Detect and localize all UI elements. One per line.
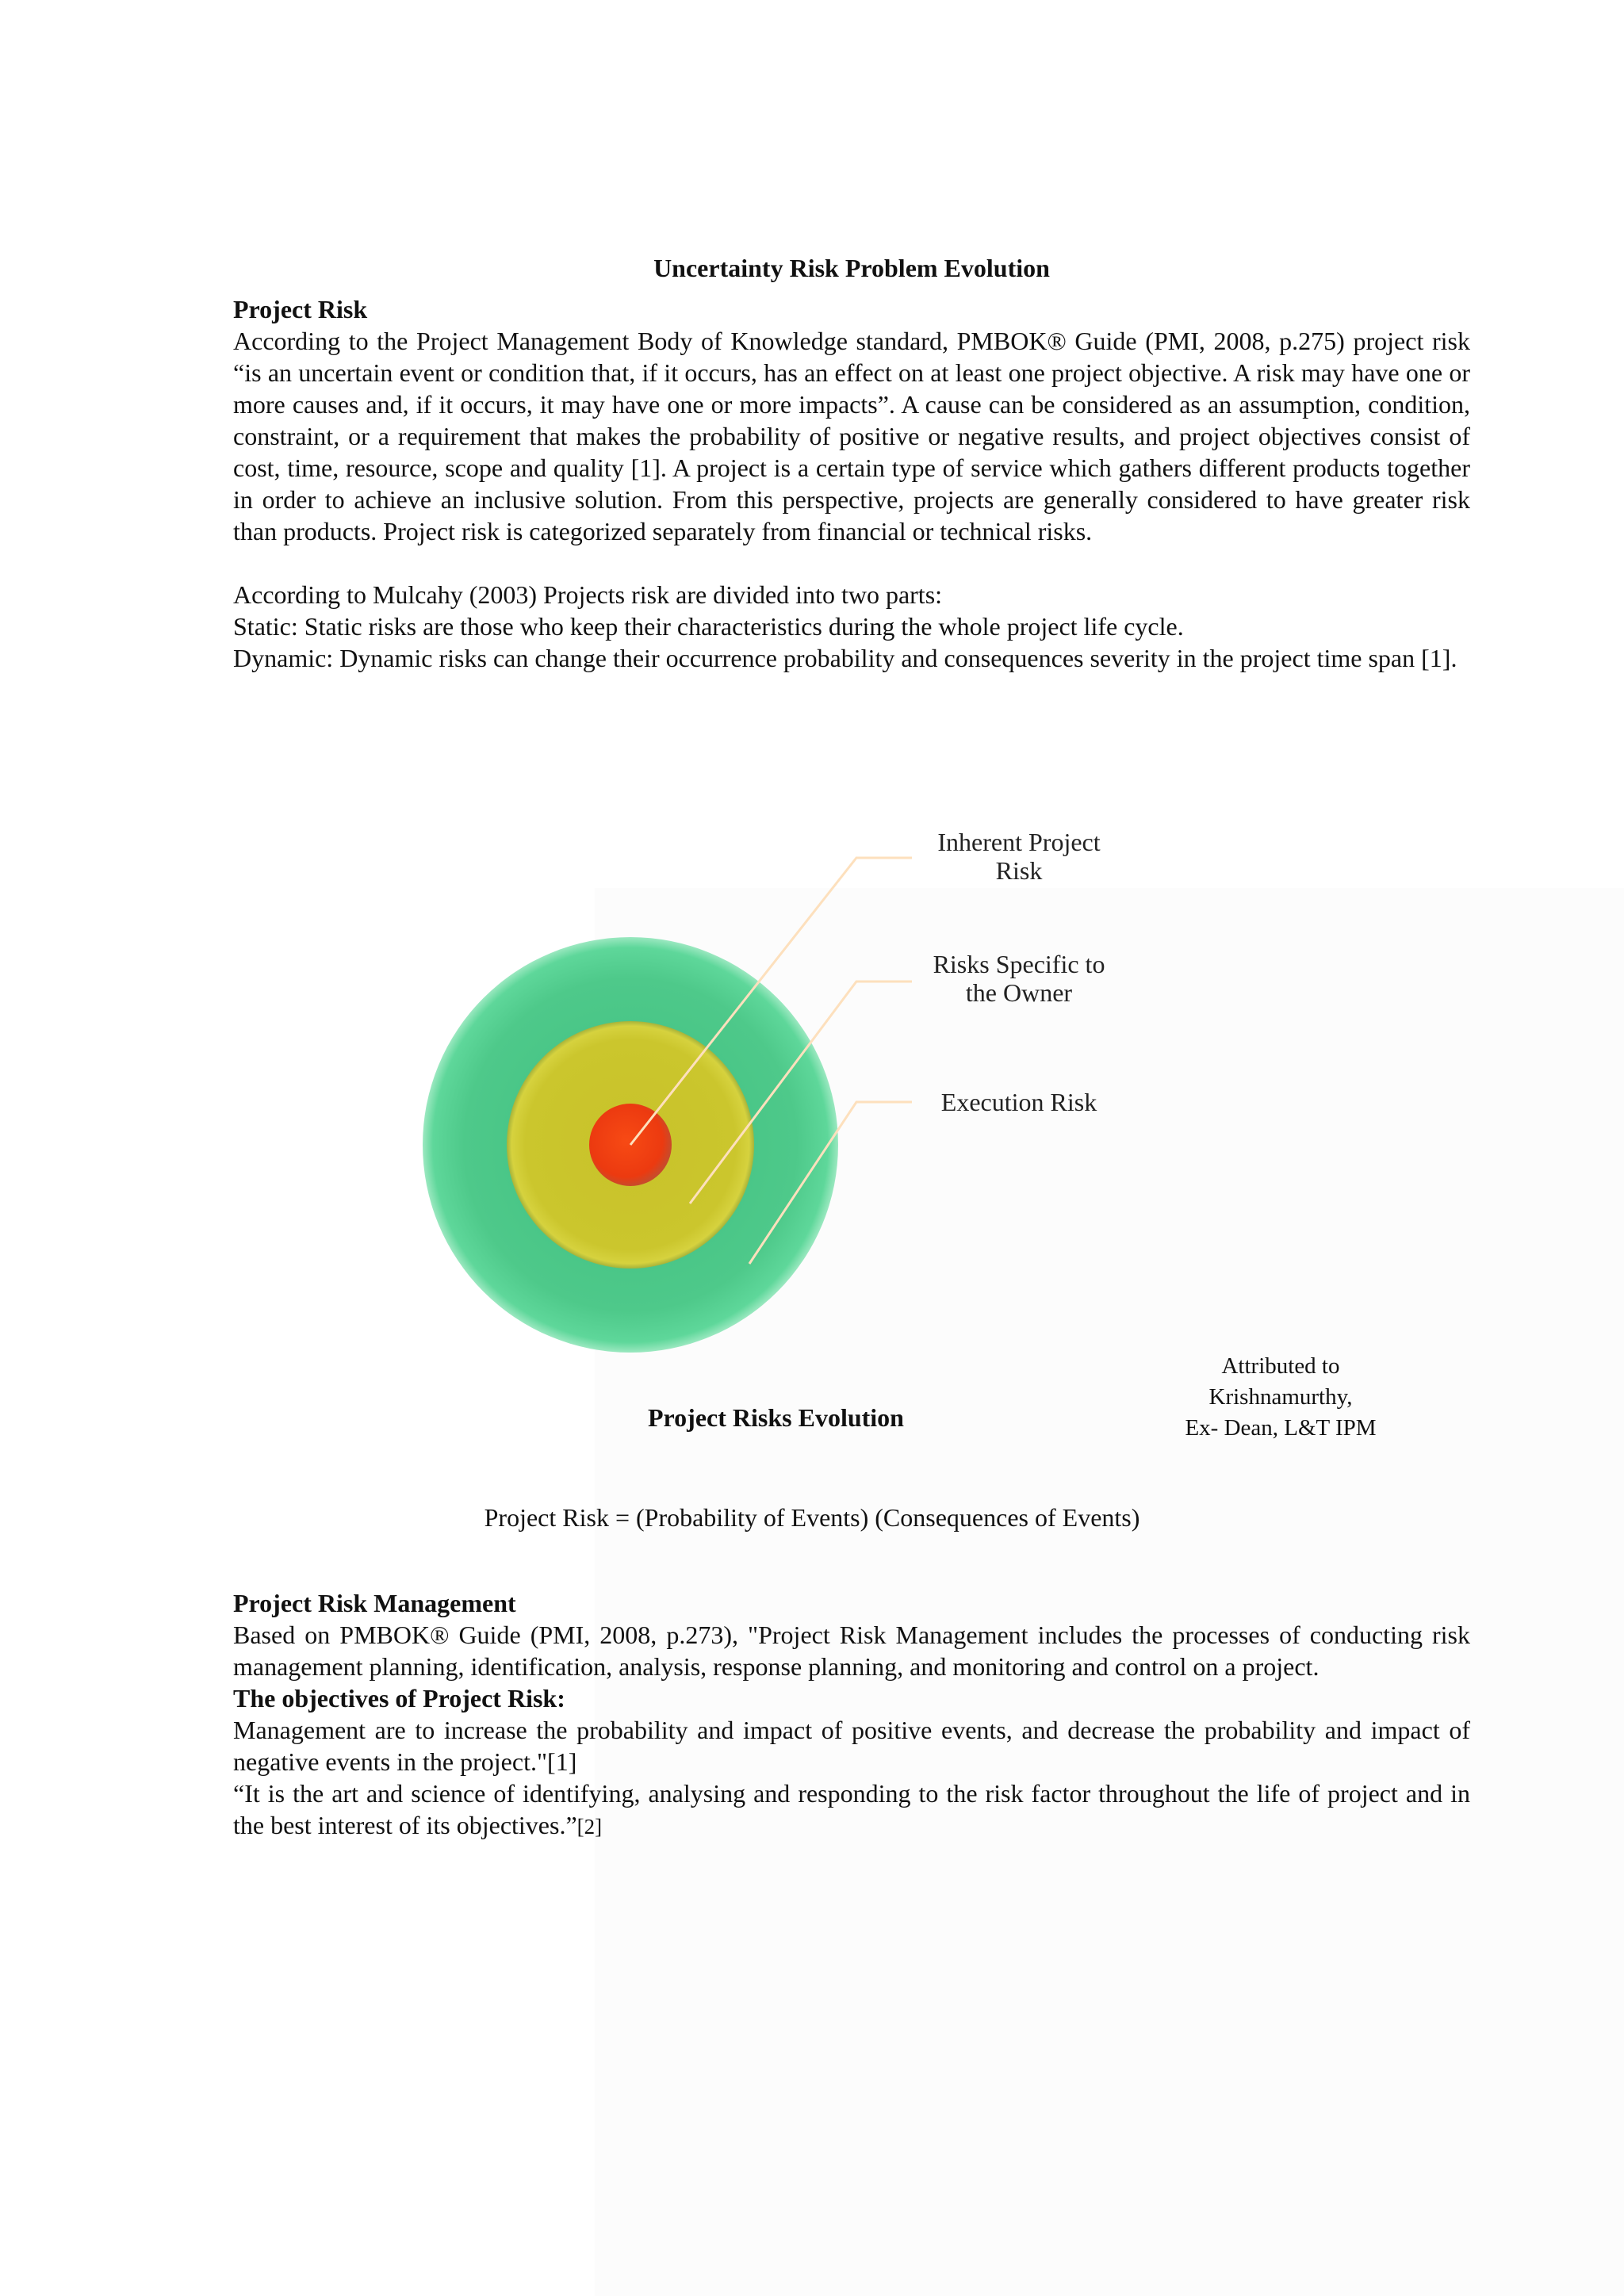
label-inherent-project-risk — [904, 828, 1134, 885]
label-owner-line2: the Owner — [965, 978, 1073, 1007]
document-title: Uncertainty Risk Problem Evolution — [653, 254, 1050, 282]
upper-content — [233, 252, 1470, 674]
quote-text: “It is the art and science of identifying, analysing and responding to the risk factor throughout the life of project and in the best interest of its objectives.” — [233, 1779, 1470, 1839]
label-inherent-line1: Inherent Project — [937, 828, 1101, 856]
lower-content — [233, 1587, 1470, 1843]
section-heading-project-risk: Project Risk — [233, 295, 368, 323]
mulcahy-intro: According to Mulcahy (2003) Projects risk are divided into two parts: — [233, 580, 943, 609]
static-risk-line: Static: Static risks are those who keep their characteristics during the whole project life cycle. — [233, 612, 1184, 641]
objectives-heading: The objectives of Project Risk: — [233, 1684, 565, 1712]
objectives-paragraph: Management are to increase the probability and impact of positive events, and decrease the probability and impact of negative events in the project."[1] — [233, 1716, 1470, 1776]
dynamic-risk-line: Dynamic: Dynamic risks can change their occurrence probability and consequences severity in the project time span [1]. — [233, 644, 1457, 672]
section-heading-risk-management: Project Risk Management — [233, 1589, 516, 1617]
label-inherent-line2: Risk — [995, 856, 1043, 885]
risk-formula: Project Risk = (Probability of Events) (Consequences of Events) — [484, 1503, 1140, 1532]
diagram-caption: Project Risks Evolution — [648, 1403, 904, 1432]
paragraph-spacer — [233, 547, 1470, 579]
attribution-line3: Ex- Dean, L&T IPM — [1185, 1415, 1377, 1441]
label-execution-risk: Execution Risk — [940, 1088, 1097, 1116]
project-risk-paragraph: According to the Project Management Body of Knowledge standard, PMBOK® Guide (PMI, 2008, p.275) project risk “is an uncertain event or condition that, if it occurs, has an effect on at least one project objective. A risk may have one or more causes and, if it occurs, it may have one or more impacts”. A cause can be considered as an assumption, condition, constraint, or a requirement that makes the probability of positive or negative results, and project objectives consist of cost, time, resource, scope and quality [1]. A project is a certain type of service which gathers different products together in order to achieve an inclusive solution. From this perspective, projects are generally considered to have greater risk than products. Project risk is categorized separately from financial or technical risks. — [233, 327, 1470, 545]
attribution-line1: Attributed to — [1221, 1353, 1340, 1379]
quote-paragraph — [233, 1777, 1470, 1843]
label-owner-line1: Risks Specific to — [933, 950, 1105, 978]
risk-management-paragraph: Based on PMBOK® Guide (PMI, 2008, p.273), "Project Risk Management includes the processes of conducting risk management planning, identification, analysis, response planning, and monitoring and control on a project. — [233, 1621, 1470, 1681]
attribution-line2: Krishnamurthy, — [1208, 1384, 1353, 1410]
quote-reference: [2] — [576, 1815, 603, 1839]
